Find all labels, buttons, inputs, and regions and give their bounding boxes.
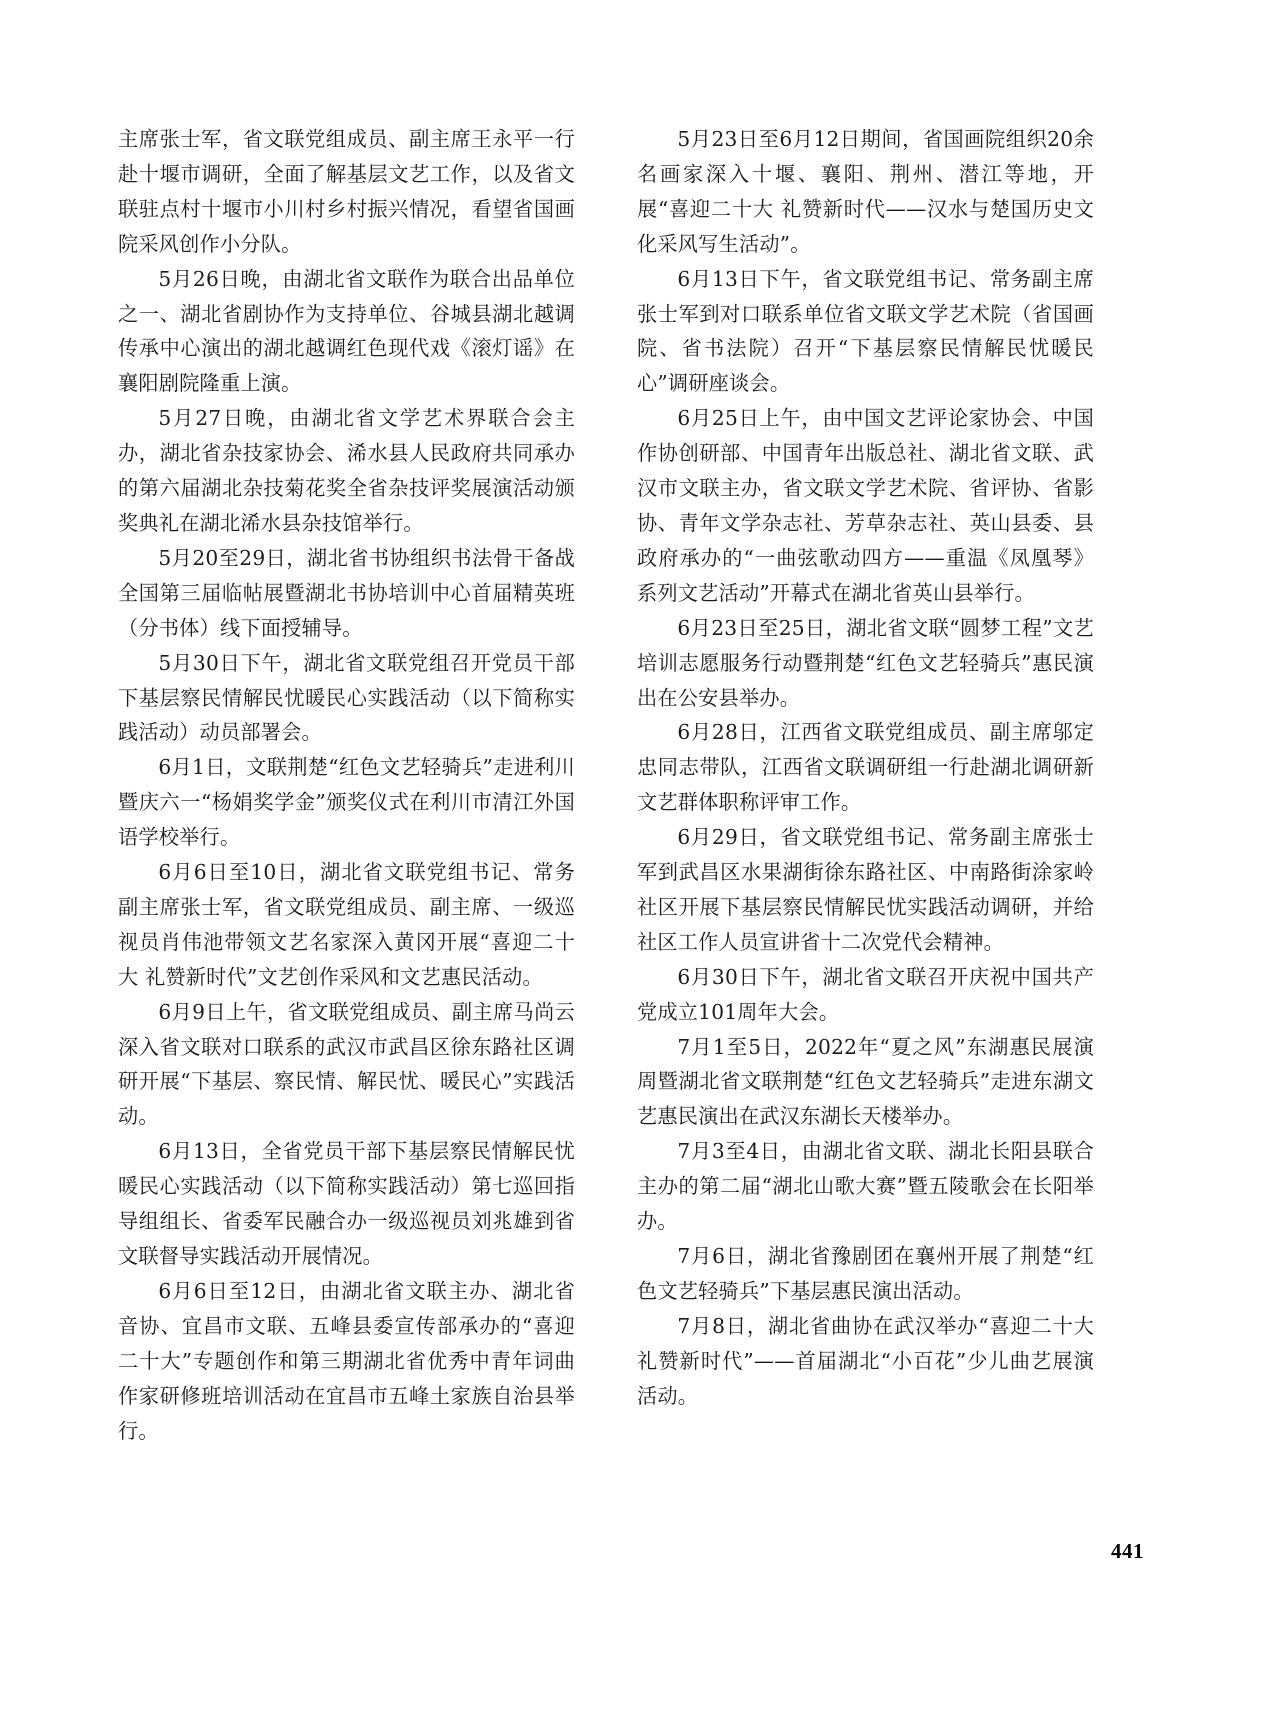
paragraph: 6月13日，全省党员干部下基层察民情解民忧暖民心实践活动（以下简称实践活动）第七巡回指导组组长、省委军民融合办一级巡视员刘兆雄到省文联督导实践活动开展情况。 [118, 1139, 575, 1268]
left-column [118, 122, 575, 1448]
right-column [637, 122, 1094, 1448]
paragraph: 6月6日至12日，由湖北省文联主办、湖北省音协、宜昌市文联、五峰县委宣传部承办的“喜迎二十大”专题创作和第三期湖北省优秀中青年词曲作家研修班培训活动在宜昌市五峰土家族自治县举行。 [118, 1278, 575, 1443]
paragraph: 5月27日晚，由湖北省文学艺术界联合会主办，湖北省杂技家协会、浠水县人民政府共同承办的第六届湖北杂技菊花奖全省杂技评奖展演活动颁奖典礼在湖北浠水县杂技馆举行。 [118, 406, 575, 535]
paragraph: 6月29日，省文联党组书记、常务副主席张士军到武昌区水果湖街徐东路社区、中南路街涂家岭社区开展下基层察民情解民忧实践活动调研，并给社区工作人员宣讲省十二次党代会精神。 [637, 825, 1094, 954]
paragraph: 5月23日至6月12日期间，省国画院组织20余名画家深入十堰、襄阳、荆州、潜江等地，开展“喜迎二十大 礼赞新时代——汉水与楚国历史文化采风写生活动”。 [637, 127, 1094, 256]
paragraph: 7月3至4日，由湖北省文联、湖北长阳县联合主办的第二届“湖北山歌大赛”暨五陵歌会在长阳举办。 [637, 1139, 1094, 1234]
paragraph: 6月23日至25日，湖北省文联“圆梦工程”文艺培训志愿服务行动暨荆楚“红色文艺轻骑兵”惠民演出在公安县举办。 [637, 615, 1094, 710]
paragraph: 6月1日，文联荆楚“红色文艺轻骑兵”走进利川暨庆六一“杨娟奖学金”颁奖仪式在利川市清江外国语学校举行。 [118, 755, 575, 850]
paragraph: 6月9日上午，省文联党组成员、副主席马尚云深入省文联对口联系的武汉市武昌区徐东路社区调研开展“下基层、察民情、解民忧、暖民心”实践活动。 [118, 999, 575, 1129]
paragraph: 主席张士军，省文联党组成员、副主席王永平一行赴十堰市调研，全面了解基层文艺工作，以及省文联驻点村十堰市小川村乡村振兴情况，看望省国画院采风创作小分队。 [118, 127, 575, 256]
paragraph: 5月26日晚，由湖北省文联作为联合出品单位之一、湖北省剧协作为支持单位、谷城县湖北越调传承中心演出的湖北越调红色现代戏《滚灯谣》在襄阳剧院隆重上演。 [118, 266, 575, 396]
paragraph: 6月6日至10日，湖北省文联党组书记、常务副主席张士军，省文联党组成员、副主席、一级巡视员肖伟池带领文艺名家深入黄冈开展“喜迎二十大 礼赞新时代”文艺创作采风和文艺惠民活动。 [118, 860, 575, 989]
two-column-layout [118, 122, 1094, 1448]
paragraph: 6月13日下午，省文联党组书记、常务副主席张士军到对口联系单位省文联文学艺术院（省国画院、省书法院）召开“下基层察民情解民忧暖民心”调研座谈会。 [637, 266, 1094, 396]
paragraph: 6月28日，江西省文联党组成员、副主席邬定忠同志带队，江西省文联调研组一行赴湖北调研新文艺群体职称评审工作。 [637, 720, 1094, 815]
paragraph: 7月6日，湖北省豫剧团在襄州开展了荆楚“红色文艺轻骑兵”下基层惠民演出活动。 [637, 1244, 1094, 1303]
page-content-area [118, 122, 1094, 1443]
paragraph: 6月30日下午，湖北省文联召开庆祝中国共产党成立101周年大会。 [637, 964, 1094, 1024]
page-number: 441 [1111, 1539, 1144, 1563]
paragraph: 7月1至5日，2022年“夏之风”东湖惠民展演周暨湖北省文联荆楚“红色文艺轻骑兵”走进东湖文艺惠民演出在武汉东湖长天楼举办。 [637, 1034, 1094, 1129]
paragraph: 5月30日下午，湖北省文联党组召开党员干部下基层察民情解民忧暖民心实践活动（以下简称实践活动）动员部署会。 [118, 650, 575, 745]
paragraph: 6月25日上午，由中国文艺评论家协会、中国作协创研部、中国青年出版总社、湖北省文联、武汉市文联主办，省文联文学艺术院、省评协、省影协、青年文学杂志社、芳草杂志社、英山县委、县政府承办的“一曲弦歌动四方——重温《凤凰琴》系列文艺活动”开幕式在湖北省英山县举行。 [637, 406, 1094, 605]
paragraph: 7月8日，湖北省曲协在武汉举办“喜迎二十大 礼赞新时代”——首届湖北“小百花”少儿曲艺展演活动。 [637, 1313, 1094, 1408]
paragraph: 5月20至29日，湖北省书协组织书法骨干备战全国第三届临帖展暨湖北书协培训中心首届精英班（分书体）线下面授辅导。 [118, 545, 575, 640]
